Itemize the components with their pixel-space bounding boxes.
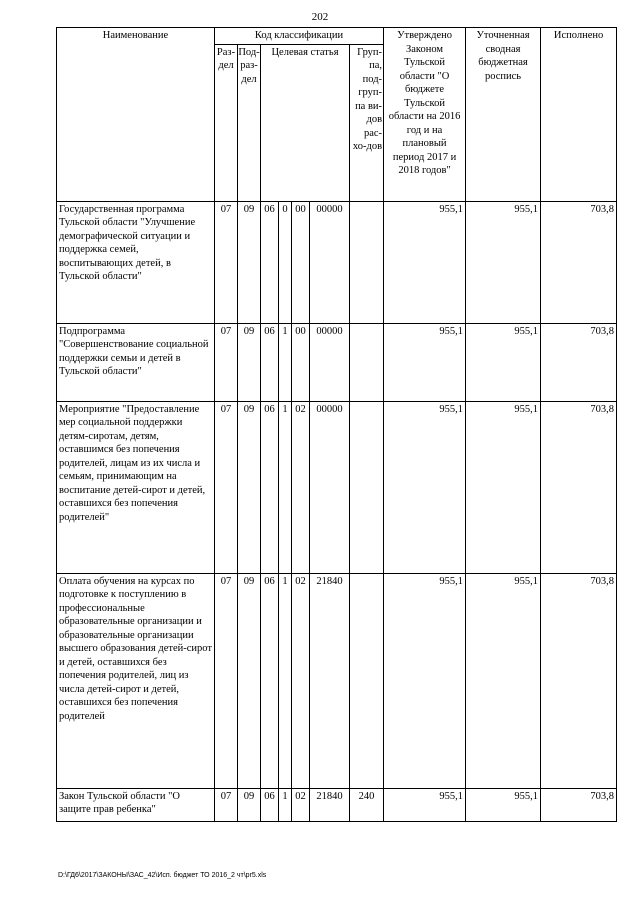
row-target-direction: 00000: [310, 323, 350, 401]
row-razdel: 07: [215, 573, 238, 788]
row-approved: 955,1: [384, 323, 466, 401]
row-razdel: 07: [215, 201, 238, 323]
row-specified: 955,1: [466, 201, 541, 323]
row-target-subprogram: 0: [279, 201, 292, 323]
page-number: 202: [311, 11, 329, 23]
row-approved: 955,1: [384, 401, 466, 573]
table-row: [57, 401, 617, 573]
row-target-program: 06: [261, 573, 279, 788]
row-expense-group: 240: [350, 788, 384, 821]
row-target-direction: 00000: [310, 201, 350, 323]
row-executed: 703,8: [541, 788, 617, 821]
header-specified: Уточненная сводная бюджетная роспись: [466, 28, 541, 202]
row-name: Закон Тульской области "О защите прав ребенка": [57, 788, 215, 821]
table-row: [57, 788, 617, 821]
header-razdel: Раз-дел: [215, 44, 238, 201]
row-podrazdel: 09: [238, 788, 261, 821]
row-executed: 703,8: [541, 401, 617, 573]
row-podrazdel: 09: [238, 201, 261, 323]
row-podrazdel: 09: [238, 401, 261, 573]
row-target-program: 06: [261, 323, 279, 401]
row-target-subprogram: 1: [279, 788, 292, 821]
row-razdel: 07: [215, 401, 238, 573]
row-specified: 955,1: [466, 788, 541, 821]
row-name: Оплата обучения на курсах по подготовке к поступлению в профессиональные образовательные организации и образовательные организации высшего образования детей-сирот и детей, оставшихся без попечения родителей, лиц из числа детей-сирот и детей, оставшихся без попечения родителей: [57, 573, 215, 788]
row-target-program: 06: [261, 788, 279, 821]
row-executed: 703,8: [541, 323, 617, 401]
row-expense-group: [350, 573, 384, 788]
row-target-event: 00: [292, 323, 310, 401]
row-specified: 955,1: [466, 401, 541, 573]
header-approved: Утверждено Законом Тульской области "О бюджете Тульской области на 2016 год и на плановый период 2017 и 2018 годов": [384, 28, 466, 202]
row-target-direction: 21840: [310, 788, 350, 821]
row-executed: 703,8: [541, 573, 617, 788]
row-name: Мероприятие "Предоставление мер социальной поддержки детям-сиротам, детям, оставшимся без попечения родителей, лицам из их числа и семьям, принимающим на воспитание детей-сирот и детей, оставшихся без попечения родителей": [57, 401, 215, 573]
row-target-subprogram: 1: [279, 401, 292, 573]
row-target-event: 00: [292, 201, 310, 323]
header-expense-group: Груп-па, под-груп-па ви-дов рас-хо-дов: [350, 44, 384, 201]
row-podrazdel: 09: [238, 323, 261, 401]
row-approved: 955,1: [384, 201, 466, 323]
row-target-event: 02: [292, 788, 310, 821]
file-path-footer: D:\ГД6\2017\ЗАКОНЫ\ЗАС_42\Исп. бюджет ТО 2016_2 чт\pr5.xls: [58, 872, 267, 879]
row-expense-group: [350, 201, 384, 323]
row-approved: 955,1: [384, 788, 466, 821]
budget-table: [56, 27, 617, 822]
row-executed: 703,8: [541, 201, 617, 323]
row-podrazdel: 09: [238, 573, 261, 788]
row-target-program: 06: [261, 401, 279, 573]
row-expense-group: [350, 401, 384, 573]
table-row: [57, 573, 617, 788]
row-name: Государственная программа Тульской области "Улучшение демографической ситуации и поддержка семей, воспитывающих детей, в Тульской области": [57, 201, 215, 323]
row-specified: 955,1: [466, 573, 541, 788]
table-row: [57, 201, 617, 323]
row-target-direction: 21840: [310, 573, 350, 788]
row-target-event: 02: [292, 401, 310, 573]
row-target-event: 02: [292, 573, 310, 788]
row-approved: 955,1: [384, 573, 466, 788]
row-expense-group: [350, 323, 384, 401]
row-name: Подпрограмма "Совершенствование социальной поддержки семьи и детей в Тульской области": [57, 323, 215, 401]
row-target-subprogram: 1: [279, 573, 292, 788]
row-razdel: 07: [215, 323, 238, 401]
header-executed: Исполнено: [541, 28, 617, 202]
row-razdel: 07: [215, 788, 238, 821]
row-target-program: 06: [261, 201, 279, 323]
row-target-direction: 00000: [310, 401, 350, 573]
header-code-group: Код классификации: [215, 28, 384, 45]
header-target-article: Целевая статья: [261, 44, 350, 201]
header-podrazdel: Под-раз-дел: [238, 44, 261, 201]
row-specified: 955,1: [466, 323, 541, 401]
row-target-subprogram: 1: [279, 323, 292, 401]
table-row: [57, 323, 617, 401]
header-name: Наименование: [57, 28, 215, 202]
